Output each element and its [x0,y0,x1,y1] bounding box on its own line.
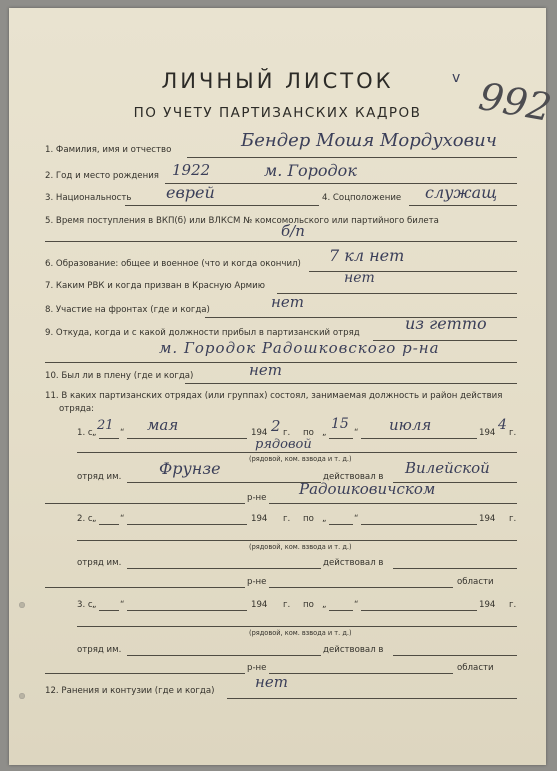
field-10-line [185,383,517,384]
period-1-otryad: Фрунзе [159,459,221,478]
period-1-to-g: г. [509,428,517,438]
field-6-value: 7 кл нет [329,246,405,265]
quote-mark: „ [322,428,327,438]
check-mark: v [452,70,461,86]
period-3-to-g: г. [509,600,517,610]
field-4-line [409,205,517,206]
period-3-day-line [99,610,119,611]
field-6-line [309,271,517,272]
field-10-value: нет [249,361,282,379]
personal-record-sheet [9,8,555,765]
field-6-label: 6. Образование: общее и военное (что и когда окончил) [45,259,301,269]
period-3-rne-label: р-не [247,663,267,673]
period-1-year-label: 194 [251,428,268,438]
punch-hole [19,602,25,608]
period-1-rn: Радошковичском [299,480,436,498]
period-1-from-label: 1. с [77,428,93,438]
quote-mark: „ [92,514,97,524]
period-2-deystv-label: действовал в [323,558,384,568]
period-1-to-month: июля [389,416,432,434]
period-1-to-day: 15 [331,416,349,432]
field-3-line [125,205,319,206]
quote-mark: “ [120,600,125,610]
period-2-to-month-line [361,524,477,525]
period-3-to-month-line [361,610,477,611]
period-3-from-label: 3. с [77,600,93,610]
period-3-rn-line [269,673,453,674]
period-2-to-g: г. [509,514,517,524]
field-11-label-cont: отряда: [59,404,94,414]
period-2-region-line [45,587,245,588]
field-12-value: нет [255,673,288,691]
period-3-to-year-label: 194 [479,600,496,610]
period-2-role-line [77,540,517,541]
field-12-label: 12. Ранения и контузии (где и когда) [45,686,215,696]
archive-number: 992 [475,74,555,130]
period-1-region-line [45,503,245,504]
quote-mark: “ [354,600,359,610]
period-1-day: 21 [97,418,114,433]
period-3-otryad-label: отряд им. [77,645,122,655]
period-2-rn-line [269,587,453,588]
period-3-to-label: по [303,600,314,610]
period-1-deystv: Вилейской [405,459,490,477]
period-3-role-line [77,626,517,627]
period-2-otryad-label: отряд им. [77,558,122,568]
field-4-value: служащ [425,183,498,202]
period-1-rne-label: р-не [247,493,267,503]
field-2-place: м. Городок [264,161,357,180]
period-3-role-hint: (рядовой, ком. взвода и т. д.) [249,629,352,637]
period-2-to-label: по [303,514,314,524]
quote-mark: „ [322,600,327,610]
period-1-otryad-label: отряд им. [77,472,122,482]
period-3-year-label: 194 [251,600,268,610]
field-3-value: еврей [166,183,215,202]
period-2-rne-label: р-не [247,577,267,587]
period-3-to-day-line [329,610,353,611]
field-8-label: 8. Участие на фронтах (где и когда) [45,305,210,315]
period-1-year: 2 [271,417,281,435]
period-1-g: г. [283,428,291,438]
punch-hole [19,693,25,699]
field-1-line [187,157,517,158]
period-2-month-line [127,524,247,525]
period-1-to-day-line [329,438,353,439]
period-1-to-label: по [303,428,314,438]
period-2-oblasti-label: области [457,577,494,587]
quote-mark: “ [120,428,125,438]
period-2-to-year-label: 194 [479,514,496,524]
field-7-value: нет [344,270,375,286]
period-3-region-line [45,673,245,674]
field-7-line [277,293,517,294]
quote-mark: “ [120,514,125,524]
field-5-value: б/п [281,222,305,240]
quote-mark: „ [322,514,327,524]
period-3-oblasti-label: области [457,663,494,673]
document-subtitle: ПО УЧЕТУ ПАРТИЗАНСКИХ КАДРОВ [133,105,422,121]
field-9-value-1: из гетто [405,314,487,333]
period-2-role-hint: (рядовой, ком. взвода и т. д.) [249,543,352,551]
field-2-year: 1922 [172,161,211,179]
period-1-to-year: 4 [498,417,507,433]
document-title: ЛИЧНЫЙ ЛИСТОК [161,69,394,93]
period-1-month-line [127,438,247,439]
quote-mark: “ [354,428,359,438]
period-1-role: рядовой [255,437,312,452]
period-2-from-label: 2. с [77,514,93,524]
period-2-g: г. [283,514,291,524]
field-1-label: 1. Фамилия, имя и отчество [45,145,172,155]
field-7-label: 7. Каким РВК и когда призван в Красную Армию [45,281,265,291]
period-1-to-month-line [361,438,477,439]
period-2-year-label: 194 [251,514,268,524]
period-3-g: г. [283,600,291,610]
field-10-label: 10. Был ли в плену (где и когда) [45,371,194,381]
field-4-label: 4. Соцположение [322,193,402,203]
field-9-value-2: м. Городок Радошковского р-на [159,339,440,357]
period-1-day-line [99,438,119,439]
period-2-otryad-line [127,568,321,569]
period-3-deystv-line [393,655,517,656]
field-2-label: 2. Год и место рождения [45,171,159,181]
period-1-to-year-label: 194 [479,428,496,438]
period-1-rn-line [269,503,517,504]
period-3-month-line [127,610,247,611]
field-1-value: Бендер Мошя Мордухович [241,130,497,151]
field-12-line [227,698,517,699]
period-1-role-line [77,452,517,453]
period-3-deystv-label: действовал в [323,645,384,655]
quote-mark: “ [354,514,359,524]
period-2-day-line [99,524,119,525]
quote-mark: „ [92,428,97,438]
field-5-line [45,241,517,242]
field-8-value: нет [271,293,304,311]
period-2-deystv-line [393,568,517,569]
period-1-role-hint: (рядовой, ком. взвода и т. д.) [249,455,352,463]
field-11-label: 11. В каких партизанских отрядах (или группах) состоял, занимаемая должность и район действия [45,391,503,401]
field-5-label: 5. Время поступления в ВКП(б) или ВЛКСМ № комсомольского или партийного билета [45,216,439,226]
period-3-otryad-line [127,655,321,656]
period-1-month: мая [147,416,179,434]
field-3-label: 3. Национальность [45,193,132,203]
field-9-label: 9. Откуда, когда и с какой должности прибыл в партизанский отряд [45,328,360,338]
period-1-deystv-label: действовал в [323,472,384,482]
period-1-otryad-line [127,482,321,483]
period-2-to-day-line [329,524,353,525]
quote-mark: „ [92,600,97,610]
